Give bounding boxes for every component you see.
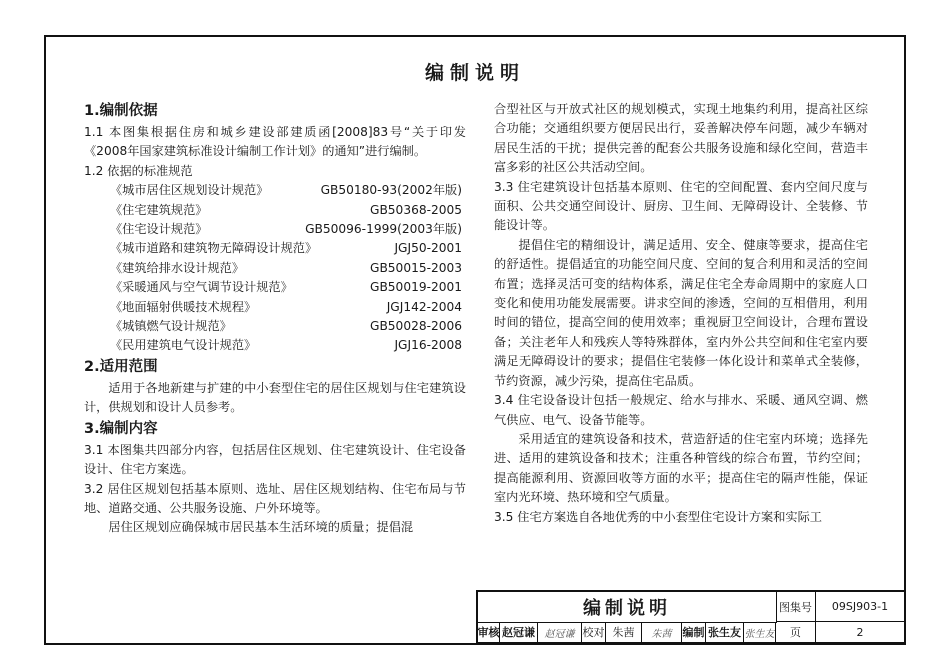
atlas-number: 09SJ903-1 [816,592,905,622]
standard-name: 《采暖通风与空气调节设计规范》 [110,280,293,295]
paragraph: 合型社区与开放式社区的规划模式，实现土地集约利用，提高社区综合功能；交通组织要方便居民出行，妥善解决停车问题，减少车辆对居民生活的干扰；提供完善的配套公共服务设施和绿化空间，营造丰富多彩的社区公共活动空间。 [494,102,868,175]
paragraph: 3.1 本图集共四部分内容，包括居住区规划、住宅建筑设计、住宅设备设计、住宅方案选。 [84,442,466,477]
standard-code: GB50180-93(2002年版) [320,183,462,198]
standard-name: 《地面辐射供暖技术规程》 [110,299,257,314]
paragraph: 3.3 住宅建筑设计包括基本原则、住宅的空间配置、套内空间尺度与面积、公共交通空间设计、厨房、卫生间、无障碍设计、全装修、节能设计等。 [494,179,868,233]
standard-row [84,298,466,317]
standard-row [84,259,466,278]
standard-name: 《城市道路和建筑物无障碍设计规范》 [110,241,318,256]
standard-code: GB50028-2006 [370,319,462,334]
atlas-label: 图集号 [776,592,816,622]
standard-name: 《城镇燃气设计规范》 [110,319,232,334]
paragraph: 居住区规划应确保城市居民基本生活环境的质量；提倡混 [108,520,414,535]
standard-code: JGJ142-2004 [386,299,462,314]
section-heading: 2.适用范围 [84,358,158,375]
standard-row [84,278,466,297]
standard-row [84,239,466,258]
page-title: 编制说明 [424,62,525,84]
reviewer-signature: 赵冠谦 [538,622,582,643]
section-heading: 1.编制依据 [84,103,158,119]
standard-code: GB50019-2001 [370,280,462,295]
compiler-name: 张生友 [706,622,744,643]
standard-row [84,317,466,336]
paragraph: 1.1 本图集根据住房和城乡建设部建质函[2008]83号“关于印发《2008年国家建筑标准设计编制工作计划》的通知”进行编制。 [84,125,466,159]
checker-signature: 朱茜 [642,622,682,643]
standard-code: GB50368-2005 [370,202,462,217]
paragraph: 1.2 依据的标准规范 [84,163,193,178]
paragraph: 提倡住宅的精细设计，满足适用、安全、健康等要求，提高住宅的舒适性。提倡适宜的功能空间尺度、空间的复合利用和灵活的空间布置；选择灵活可变的结构体系，满足住宅全寿命周期中的家庭人口变化和使用功能发展需要。讲求空间的渗透，空间的互相借用，利用时间的错位，提高空间的使用效率；重视厨卫空间设计，合理布置设备；关注老年人和残疾人等特殊群体，室内外公共空间和住宅室内要满足无障碍设计的要求；提倡住宅装修一体化设计和菜单式全装修，节约资源，减少污染，提高住宅品质。 [494,237,868,388]
standard-name: 《城市居住区规划设计规范》 [110,183,269,198]
paragraph: 采用适宜的建筑设备和技术，营造舒适的住宅室内环境；选择先进、适用的建筑设备和技术；注重各种管线的综合布置，节约空间；提高能源利用、资源回收等方面的水平；提高住宅的隔声性能，保证室内光环境、热环境和空气质量。 [494,431,868,505]
paragraph: 适用于各地新建与扩建的中小套型住宅的居住区规划与住宅建筑设计，供规划和设计人员参考。 [84,380,466,415]
standard-row [84,220,466,239]
standard-name: 《住宅建筑规范》 [110,202,208,217]
page-number: 2 [816,622,905,643]
standard-name: 《住宅设计规范》 [110,222,208,237]
review-label: 审核 [478,622,500,643]
standard-code: JGJ16-2008 [394,338,462,353]
paragraph: 3.2 居住区规划包括基本原则、选址、居住区规划结构、住宅布局与节地、道路交通、公共服务设施、户外环境等。 [84,481,466,515]
left-column [84,100,466,538]
standard-name: 《民用建筑电气设计规范》 [110,338,257,353]
standard-row [84,181,466,200]
compile-label: 编制 [682,622,706,643]
checker-name: 朱茜 [606,622,642,643]
paragraph: 3.5 住宅方案选自各地优秀的中小套型住宅设计方案和实际工 [494,509,822,524]
title-block [476,590,905,643]
section-heading: 3.编制内容 [84,420,158,437]
compiler-signature: 张生友 [744,622,776,643]
standard-code: GB50015-2003 [370,260,462,275]
page-label: 页 [776,622,816,643]
title-block-name: 编制说明 [478,592,777,623]
standard-code: GB50096-1999(2003年版) [305,222,462,237]
standard-name: 《建筑给排水设计规范》 [110,260,245,275]
standard-row [84,336,466,355]
standard-row [84,201,466,220]
right-column [494,100,868,527]
reviewer-name: 赵冠谦 [500,622,538,643]
check-label: 校对 [582,622,606,643]
standard-code: JGJ50-2001 [394,241,462,256]
paragraph: 3.4 住宅设备设计包括一般规定、给水与排水、采暖、通风空调、燃气供应、电气、设备节能等。 [494,393,868,427]
